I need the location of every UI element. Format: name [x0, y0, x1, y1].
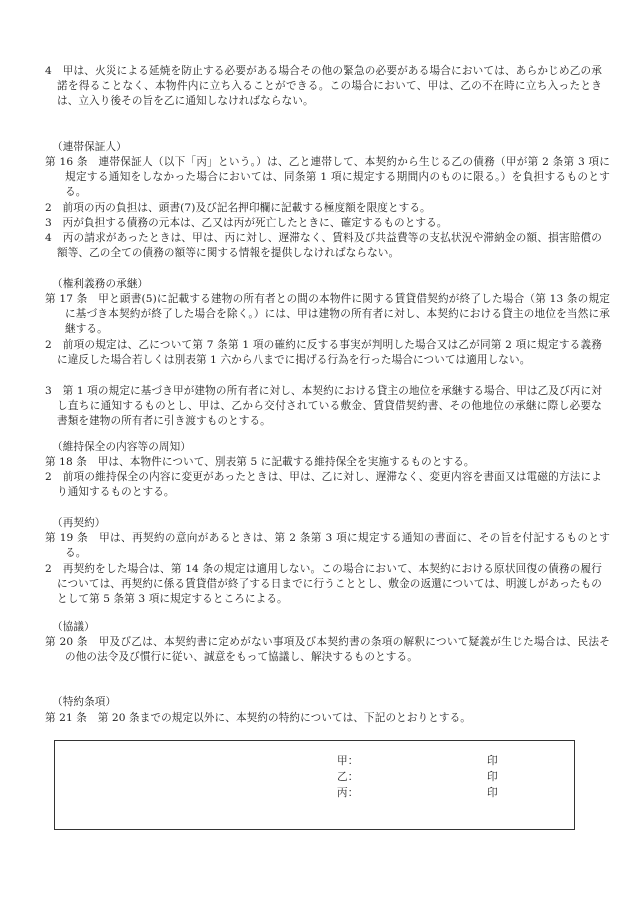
signature-label-otsu: 乙： — [337, 771, 359, 783]
heading-consultation: （協議） — [52, 621, 95, 633]
seal-mark-otsu: 印 — [487, 771, 498, 783]
article-20-paragraph-1: 第 20 条 甲及び乙は、本契約書に定めがない事項及び本契約書の条項の解釈について疑義が生じた場合は、民法その他の法令及び慣行に従い、誠意をもって協議し、解決するものとする。 — [45, 636, 610, 664]
signature-line-otsu — [337, 770, 497, 785]
article-16-paragraph-3: 3 丙が負担する債務の元本は、乙又は丙が死亡したときに、確定するものとする。 — [45, 217, 448, 229]
article-17-paragraph-2: 2 前項の規定は、乙について第 7 条第 1 項の確約に反する事実が判明した場合又は乙が同第 2 項に規定する義務に違反した場合若しくは別表第 1 六から八までに掲げる行為を行った場合については適用しない。 — [45, 339, 602, 367]
heading-recontract: （再契約） — [52, 517, 106, 529]
heading-joint-guarantor: （連帯保証人） — [52, 141, 127, 153]
signature-line-hei — [337, 786, 497, 801]
signature-label-hei: 丙： — [337, 787, 359, 799]
article-18-paragraph-1: 第 18 条 甲は、本物件について、別表第 5 に記載する維持保全を実施するものとする。 — [45, 456, 475, 468]
seal-mark-hei: 印 — [487, 787, 498, 799]
heading-special-provisions: （特約条項） — [52, 696, 117, 708]
article-17-paragraph-1: 第 17 条 甲と頭書(5)に記載する建物の所有者との間の本物件に関する賃貸借契約が終了した場合（第 13 条の規定に基づき本契約が終了した場合を除く。）には、甲は建物の所有者に対し、本契約における貸主の地位を当然に承継する。 — [45, 293, 610, 336]
article-18-paragraph-2: 2 前項の維持保全の内容に変更があったときは、甲は、乙に対し、遅滞なく、変更内容を書面又は電磁的方法により通知するものとする。 — [45, 471, 602, 499]
seal-mark-ko: 印 — [487, 755, 498, 767]
special-provisions-box — [54, 740, 575, 830]
article-19-paragraph-2: 2 再契約をした場合は、第 14 条の規定は適用しない。この場合において、本契約における原状回復の債務の履行については、再契約に係る賃貸借が終了する日までに行うこととし、敷金の返還については、明渡しがあったものとして第 5 条第 3 項に規定するところによる。 — [45, 563, 602, 606]
signature-line-ko — [337, 754, 497, 769]
article-16-paragraph-2: 2 前項の丙の負担は、頭書(7)及び記名押印欄に記載する極度額を限度とする。 — [45, 202, 431, 214]
article-17-paragraph-3: 3 第 1 項の規定に基づき甲が建物の所有者に対し、本契約における貸主の地位を承継する場合、甲は乙及び丙に対し直ちに通知するものとし、甲は、乙から交付されている敷金、賃貸借契約書、その他地位の承継に際し必要な書類を建物の所有者に引き渡すものとする。 — [45, 385, 602, 428]
article-16-paragraph-4: 4 丙の請求があったときは、甲は、丙に対し、遅滞なく、賃料及び共益費等の支払状況や滞納金の額、損害賠償の額等、乙の全ての債務の額等に関する情報を提供しなければならない。 — [45, 232, 602, 260]
article-21-paragraph-1: 第 21 条 第 20 条までの規定以外に、本契約の特約については、下記のとおりとする。 — [45, 712, 471, 724]
article-19-paragraph-1: 第 19 条 甲は、再契約の意向があるときは、第 2 条第 3 項に規定する通知の書面に、その旨を付記するものとする。 — [45, 532, 610, 560]
heading-maintenance-notice: （維持保全の内容等の周知） — [52, 441, 192, 453]
article-16-paragraph-1: 第 16 条 連帯保証人（以下「丙」という。）は、乙と連帯して、本契約から生じる乙の債務（甲が第 2 条第 3 項に規定する通知をしなかった場合においては、同条第 1 項に規定する期間内のものに限る。）を負担するものとする。 — [45, 156, 610, 199]
article-15-paragraph-4: 4 甲は、火災による延焼を防止する必要がある場合その他の緊急の必要がある場合においては、あらかじめ乙の承諾を得ることなく、本物件内に立ち入ることができる。この場合において、甲は、乙の不在時に立ち入ったときは、立入り後その旨を乙に通知しなければならない。 — [45, 65, 602, 108]
signature-label-ko: 甲： — [337, 755, 359, 767]
heading-succession: （権利義務の承継） — [52, 278, 149, 290]
